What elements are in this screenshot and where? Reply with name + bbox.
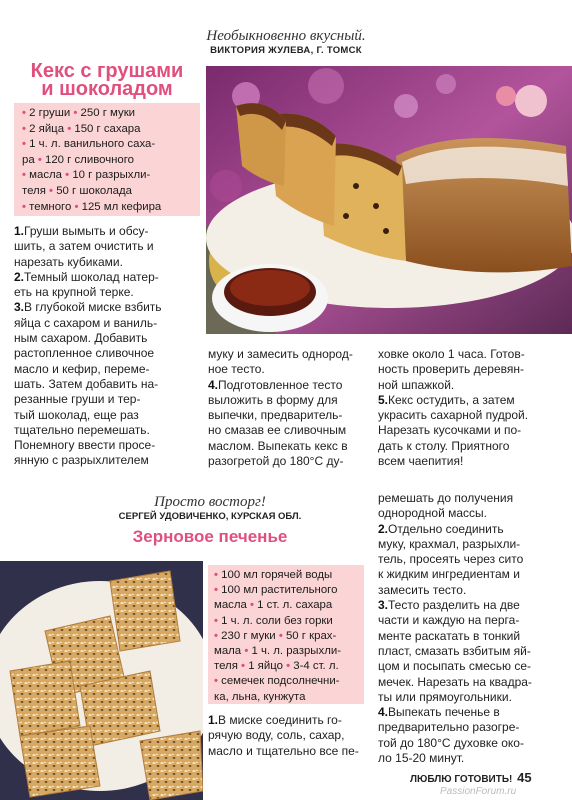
text-line: яйца с сахаром и ваниль-	[14, 315, 158, 330]
ingredient-text: 2 яйца	[29, 122, 68, 135]
text-line: украсить сахарной пудрой.	[378, 408, 529, 423]
ingredient-text: 1 ч. л. соли без горки	[221, 614, 333, 627]
text-line: 1.В миске соединить го-	[208, 713, 342, 727]
text-line: ты или прямоугольники.	[378, 689, 512, 704]
text-line: ховке около 1 часа. Готов-	[378, 347, 525, 361]
watermark: PassionForum.ru	[440, 786, 517, 797]
ingredient-line	[22, 106, 135, 122]
recipe1-column-2	[208, 347, 353, 469]
bullet-dot-icon: •	[49, 185, 57, 197]
ingredient-line	[214, 583, 337, 599]
recipe1-ingredients-box	[14, 103, 200, 216]
bullet-dot-icon: •	[214, 584, 222, 597]
text-line: 2.Отдельно соединить	[378, 521, 504, 536]
ingredient-text: 1 яйцо	[248, 660, 287, 673]
text-line: 4.Подготовленное тесто	[208, 377, 343, 392]
text-line: всем чаепития!	[378, 454, 464, 469]
ingredient-text: ка, льна, кунжута	[214, 690, 306, 703]
text-line: маслом. Выпекать кекс в	[208, 438, 348, 453]
ingredient-line	[214, 598, 332, 614]
bullet-dot-icon: •	[250, 599, 258, 612]
text-line: пласт, смазать взбитым яй-	[378, 643, 531, 658]
bullet-dot-icon: •	[74, 200, 82, 213]
ingredient-text: 230 г муки	[221, 629, 279, 642]
recipe2-ingredients-box	[208, 565, 364, 704]
text-line: ремешать до получения	[378, 491, 514, 505]
crackers-photo-illustration	[0, 561, 203, 800]
ingredient-line	[214, 568, 332, 584]
bullet-dot-icon: •	[73, 107, 81, 119]
ingredient-line	[22, 168, 150, 184]
bullet-dot-icon: •	[241, 660, 249, 673]
ingredient-text: 250 г муки	[80, 107, 136, 119]
ingredient-line	[214, 674, 339, 690]
text-line: янную с разрыхлителем	[14, 453, 149, 468]
text-line: мечек. Нарезать на квадра-	[378, 674, 532, 689]
text-line: к жидким ингредиентам и	[378, 567, 520, 582]
text-line: муку и замесить однород-	[208, 347, 353, 361]
bullet-dot-icon: •	[244, 645, 252, 657]
ingredient-text: семечек подсолнечни-	[221, 675, 340, 688]
text-line: тщательно перемешать.	[14, 422, 150, 437]
bullet-dot-icon: •	[214, 614, 222, 627]
text-line: цом и посыпать смесью се-	[378, 659, 531, 674]
ingredient-text: 1 ч. л. ванильного саха-	[29, 138, 156, 151]
ingredient-line	[214, 690, 305, 706]
ingredient-line	[22, 122, 140, 138]
text-line: шать. Затем добавить на-	[14, 376, 159, 391]
text-line: части и каждую на перга-	[378, 613, 520, 628]
text-line: масло и кефир, переме-	[14, 361, 150, 376]
cake-photo-illustration	[206, 66, 572, 334]
ingredient-text: 100 мл горячей воды	[221, 569, 333, 581]
bullet-dot-icon: •	[22, 122, 30, 135]
ingredient-text: 125 мл кефира	[81, 200, 162, 213]
text-line: тель, просеять через сито	[378, 552, 524, 567]
bullet-dot-icon: •	[278, 629, 286, 642]
text-line: 1.Груши вымыть и обсу-	[14, 224, 149, 238]
bullet-dot-icon: •	[22, 200, 30, 213]
ingredient-line	[214, 614, 333, 630]
page-footer	[410, 770, 532, 785]
page-number: 45	[517, 770, 532, 785]
recipe2-column-3	[378, 491, 532, 766]
text-line: дать к столу. Приятного	[378, 438, 510, 453]
recipe2-author: СЕРГЕЙ УДОВИЧЕНКО, КУРСКАЯ ОБЛ.	[118, 511, 302, 522]
text-line: 5.Кекс остудить, а затем	[378, 392, 515, 407]
bullet-dot-icon: •	[22, 169, 30, 182]
text-line: ность проверить деревян-	[378, 362, 524, 377]
text-line: 3.Тесто разделить на две	[378, 598, 520, 613]
recipe2-column-2	[208, 713, 359, 759]
text-line: выпечки, предваритель-	[208, 408, 343, 423]
magazine-name: ЛЮБЛЮ ГОТОВИТЬ!	[410, 774, 513, 785]
ingredient-text: мала	[214, 645, 245, 657]
ingredient-text: масла	[29, 169, 66, 182]
ingredient-text: 50 г шоколада	[56, 185, 132, 197]
text-line: разогретой до 180°С ду-	[208, 454, 344, 469]
bullet-dot-icon: •	[22, 138, 30, 151]
ingredient-line	[214, 629, 336, 645]
text-line: рячую воду, соль, сахар,	[208, 728, 345, 743]
recipe2-photo	[0, 561, 203, 800]
text-line: ное тесто.	[208, 362, 265, 377]
recipe1-title-line: Кекс с грушами	[30, 60, 184, 82]
text-line: но смазав ее сливочным	[208, 423, 347, 438]
bullet-dot-icon: •	[22, 107, 30, 119]
ingredient-text: теля	[22, 185, 50, 197]
bullet-dot-icon: •	[214, 629, 222, 642]
text-line: той до 180°С духовке око-	[378, 735, 524, 750]
ingredient-text: 100 мл растительного	[221, 584, 338, 597]
text-line: растопленное сливочное	[14, 346, 155, 361]
text-line: шить, а затем очистить и	[14, 239, 154, 254]
bullet-dot-icon: •	[214, 675, 222, 688]
ingredient-text: темного	[29, 200, 75, 213]
text-line: тый шоколад, еще раз	[14, 407, 139, 422]
bullet-dot-icon: •	[37, 153, 45, 166]
text-line: 3.В глубокой миске взбить	[14, 300, 162, 315]
ingredient-text: 3-4 ст. л.	[293, 660, 339, 673]
text-line: муку, крахмал, разрыхли-	[378, 536, 521, 551]
ingredient-text: теля	[214, 660, 242, 673]
text-line: масло и тщательно все пе-	[208, 743, 359, 758]
bullet-dot-icon: •	[65, 169, 73, 182]
recipe1-column-3	[378, 347, 528, 469]
ingredient-line	[22, 184, 132, 200]
ingredient-line	[22, 137, 155, 153]
ingredient-line	[22, 153, 134, 169]
ingredient-text: ра	[22, 153, 38, 166]
ingredient-line	[214, 659, 339, 675]
text-line: менте раскатать в тонкий	[378, 628, 521, 643]
text-line: еть на крупной терке.	[14, 285, 134, 300]
text-line: замесить тесто.	[378, 582, 467, 597]
ingredient-text: 1 ч. л. разрыхли-	[251, 645, 341, 657]
recipe2-tagline: Просто восторг!	[154, 494, 266, 510]
text-line: резанные груши и тер-	[14, 392, 141, 407]
ingredient-line	[22, 200, 161, 216]
text-line: ло 15-20 минут.	[378, 751, 465, 766]
ingredient-text: 50 г крах-	[285, 629, 337, 642]
recipe1-title-line: и шоколадом	[41, 78, 173, 100]
ingredient-text: 10 г разрыхли-	[72, 169, 151, 182]
bullet-dot-icon: •	[214, 569, 222, 581]
text-line: ной шпажкой.	[378, 377, 455, 392]
bullet-dot-icon: •	[67, 122, 75, 135]
ingredient-text: масла	[214, 599, 251, 612]
ingredient-text: 150 г сахара	[74, 122, 141, 135]
bullet-dot-icon: •	[286, 660, 294, 673]
text-line: предварительно разогре-	[378, 720, 520, 735]
text-line: 4.Выпекать печенье в	[378, 705, 500, 720]
recipe1-title	[14, 62, 200, 98]
ingredient-text: 1 ст. л. сахара	[257, 599, 333, 612]
recipe1-tagline: Необыкновенно вкусный.	[206, 28, 366, 44]
ingredient-text: 2 груши	[29, 107, 74, 119]
text-line: Понемногу ввести просе-	[14, 438, 156, 453]
ingredient-text: 120 г сливочного	[45, 153, 134, 166]
text-line: нарезать кубиками.	[14, 254, 123, 269]
text-line: однородной массы.	[378, 506, 488, 521]
recipe1-column-1	[14, 224, 162, 469]
text-line: Нарезать кусочками и по-	[378, 423, 522, 438]
text-line: выложить в форму для	[208, 392, 338, 407]
text-line: ным сахаром. Добавить	[14, 331, 148, 346]
recipe1-author: ВИКТОРИЯ ЖУЛЕВА, Г. ТОМСК	[210, 45, 362, 56]
recipe1-photo	[206, 66, 572, 334]
text-line: 2.Темный шоколад натер-	[14, 269, 159, 284]
ingredient-line	[214, 644, 341, 660]
recipe2-title: Зерновое печенье	[132, 527, 288, 546]
